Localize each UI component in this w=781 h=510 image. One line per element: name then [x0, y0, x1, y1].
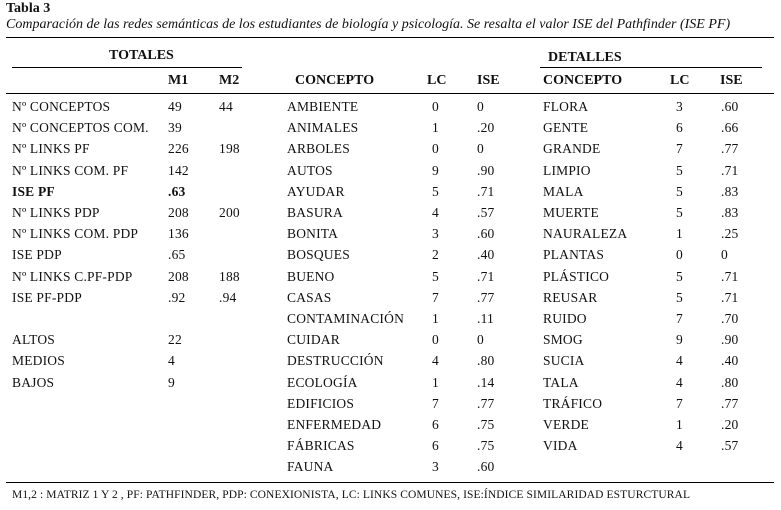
lc-cell: 7 — [676, 141, 683, 157]
totales-m2-value: 188 — [219, 268, 240, 284]
totales-label: Nº LINKS PF — [12, 141, 90, 157]
concepto-cell: MUERTE — [543, 205, 599, 220]
concepto-cell: LIMPIO — [543, 162, 591, 178]
totales-m2-value: 200 — [219, 205, 240, 220]
concepto-cell: REUSAR — [543, 289, 598, 305]
totales-m1-value: .92 — [168, 289, 186, 305]
lc-cell: 7 — [432, 289, 439, 305]
lc-cell: 0 — [676, 247, 683, 263]
concepto-cell: PLANTAS — [543, 247, 605, 263]
lc-cell: 5 — [676, 183, 683, 199]
concepto-cell: CONTAMINACIÓN — [287, 311, 405, 326]
lc-cell: 4 — [676, 438, 683, 454]
ise-cell: .77 — [477, 395, 495, 411]
totales-m1-value: 142 — [168, 162, 189, 178]
concepto-cell: EDIFICIOS — [287, 395, 355, 411]
lc-cell: 3 — [676, 99, 683, 114]
bottom-rule — [6, 482, 774, 483]
concepto-cell: BOSQUES — [287, 247, 350, 263]
lc-cell: 2 — [432, 247, 439, 263]
concepto-cell: SUCIA — [543, 353, 585, 369]
ise-cell: .71 — [721, 289, 739, 305]
ise-cell: .90 — [477, 162, 495, 178]
concepto-cell: BUENO — [287, 268, 335, 284]
totales-label: MEDIOS — [12, 353, 65, 369]
concepto-cell: AUTOS — [287, 162, 333, 178]
totales-label: Nº LINKS C.PF-PDP — [12, 268, 133, 284]
table-footnote: M1,2 : MATRIZ 1 Y 2 , PF: PATHFINDER, PDP: CONEXIONISTA, LC: LINKS COMUNES, ISE:ÍNDICE SIMILARIDAD ESTURCTURAL — [12, 489, 691, 501]
ise-cell: .75 — [477, 438, 495, 454]
ise-cell: 0 — [477, 332, 484, 348]
ise-cell: .66 — [721, 120, 739, 136]
lc-cell: 0 — [432, 99, 439, 114]
ise-cell: 0 — [477, 99, 484, 114]
lc-cell: 4 — [432, 205, 439, 220]
ise-cell: .80 — [721, 374, 739, 390]
lc-cell: 3 — [432, 459, 439, 475]
table-title: Tabla 3 — [6, 1, 51, 16]
concepto-cell: ANIMALES — [287, 120, 359, 136]
ise-cell: .60 — [477, 226, 495, 242]
concepto-cell: BASURA — [287, 205, 343, 220]
ise-cell: .77 — [477, 289, 495, 305]
totales-m2-value: 44 — [219, 99, 233, 114]
totales-label: ISE PF — [12, 183, 55, 199]
totales-label: Nº LINKS COM. PF — [12, 162, 129, 178]
ise-cell: .71 — [477, 268, 495, 284]
totales-label: Nº CONCEPTOS — [12, 99, 111, 114]
totales-m1-value: .65 — [168, 247, 186, 263]
totales-m1-value: 9 — [168, 374, 175, 390]
lc-cell: 1 — [432, 120, 439, 136]
ise-cell: .83 — [721, 183, 739, 199]
concepto-cell: RUIDO — [543, 311, 587, 326]
ise-cell: .57 — [477, 205, 495, 220]
lc-cell: 5 — [432, 183, 439, 199]
concepto-cell: AYUDAR — [287, 183, 345, 199]
lc-cell: 1 — [432, 311, 439, 326]
concepto-cell: AMBIENTE — [287, 99, 359, 114]
ise-cell: .40 — [721, 353, 739, 369]
ise-cell: .77 — [721, 395, 739, 411]
header-rule — [6, 93, 774, 94]
concepto-cell: MALA — [543, 183, 584, 199]
totales-label: Nº LINKS COM. PDP — [12, 226, 139, 242]
lc-cell: 1 — [676, 226, 683, 242]
totales-m1-value: 136 — [168, 226, 189, 242]
col-header-concepto-2: CONCEPTO — [543, 73, 623, 88]
ise-cell: .40 — [477, 247, 495, 263]
concepto-cell: GENTE — [543, 120, 589, 136]
ise-cell: .83 — [721, 205, 739, 220]
concepto-cell: VIDA — [543, 438, 578, 454]
lc-cell: 6 — [432, 417, 439, 432]
ise-cell: 0 — [477, 141, 484, 157]
totales-m2-value: .94 — [219, 289, 237, 305]
concepto-cell: TRÁFICO — [543, 395, 603, 411]
lc-cell: 4 — [432, 353, 439, 369]
totales-label: Nº LINKS PDP — [12, 205, 100, 220]
concepto-cell: CASAS — [287, 289, 332, 305]
col-header-ise: ISE — [477, 73, 500, 88]
ise-cell: .77 — [721, 141, 739, 157]
concepto-cell: FAUNA — [287, 459, 334, 475]
lc-cell: 6 — [676, 120, 683, 136]
lc-cell: 1 — [432, 374, 439, 390]
ise-cell: .75 — [477, 417, 495, 432]
col-header-lc-2: LC — [670, 73, 690, 88]
top-rule — [6, 37, 774, 38]
concepto-cell: GRANDE — [543, 141, 601, 157]
concepto-cell: ENFERMEDAD — [287, 417, 382, 432]
lc-cell: 1 — [676, 417, 683, 432]
totales-m1-value: 208 — [168, 205, 189, 220]
totales-m1-value: .63 — [168, 183, 186, 199]
lc-cell: 0 — [432, 141, 439, 157]
col-header-lc: LC — [427, 73, 447, 88]
totales-label: BAJOS — [12, 374, 55, 390]
lc-cell: 7 — [432, 395, 439, 411]
totales-underline — [12, 67, 242, 68]
ise-cell: .20 — [477, 120, 495, 136]
ise-cell: .60 — [721, 99, 739, 114]
lc-cell: 7 — [676, 395, 683, 411]
lc-cell: 4 — [676, 353, 683, 369]
lc-cell: 9 — [676, 332, 683, 348]
totales-m1-value: 22 — [168, 332, 182, 348]
totales-label: Nº CONCEPTOS COM. — [12, 120, 149, 136]
lc-cell: 5 — [432, 268, 439, 284]
totales-label: ALTOS — [12, 332, 56, 348]
concepto-cell: FÁBRICAS — [287, 438, 355, 454]
concepto-cell: TALA — [543, 374, 579, 390]
ise-cell: .71 — [721, 162, 739, 178]
totales-label: ISE PF-PDP — [12, 289, 82, 305]
concepto-cell: PLÁSTICO — [543, 268, 610, 284]
totales-m1-value: 39 — [168, 120, 182, 136]
ise-cell: .60 — [477, 459, 495, 475]
totales-m1-value: 208 — [168, 268, 189, 284]
totales-m2-value: 198 — [219, 141, 240, 157]
totales-m1-value: 49 — [168, 99, 182, 114]
ise-cell: .80 — [477, 353, 495, 369]
detalles-header: DETALLES — [548, 50, 622, 65]
col-header-ise-2: ISE — [720, 73, 743, 88]
ise-cell: .57 — [721, 438, 739, 454]
lc-cell: 0 — [432, 332, 439, 348]
table-caption: Comparación de las redes semánticas de los estudiantes de biología y psicología. Se resalta el valor ISE del Pathfinder (ISE PF) — [6, 17, 731, 32]
concepto-cell: NAURALEZA — [543, 226, 628, 242]
concepto-cell: ECOLOGÍA — [287, 374, 358, 390]
totales-m1-value: 4 — [168, 353, 175, 369]
lc-cell: 5 — [676, 205, 683, 220]
concepto-cell: SMOG — [543, 332, 583, 348]
col-header-concepto: CONCEPTO — [295, 73, 375, 88]
detalles-underline — [540, 67, 762, 68]
ise-cell: .11 — [477, 311, 494, 326]
concepto-cell: CUIDAR — [287, 332, 340, 348]
ise-cell: .71 — [721, 268, 739, 284]
col-header-m1: M1 — [168, 73, 189, 88]
lc-cell: 5 — [676, 162, 683, 178]
lc-cell: 5 — [676, 268, 683, 284]
totales-m1-value: 226 — [168, 141, 189, 157]
lc-cell: 5 — [676, 289, 683, 305]
lc-cell: 3 — [432, 226, 439, 242]
ise-cell: .70 — [721, 311, 739, 326]
ise-cell: .20 — [721, 417, 739, 432]
ise-cell: .14 — [477, 374, 495, 390]
concepto-cell: BONITA — [287, 226, 339, 242]
concepto-cell: VERDE — [543, 417, 589, 432]
totales-header: TOTALES — [109, 48, 174, 63]
totales-label: ISE PDP — [12, 247, 62, 263]
col-header-m2: M2 — [219, 73, 240, 88]
ise-cell: .25 — [721, 226, 739, 242]
concepto-cell: ARBOLES — [287, 141, 350, 157]
ise-cell: .90 — [721, 332, 739, 348]
lc-cell: 4 — [676, 374, 683, 390]
ise-cell: 0 — [721, 247, 728, 263]
lc-cell: 9 — [432, 162, 439, 178]
lc-cell: 6 — [432, 438, 439, 454]
concepto-cell: DESTRUCCIÓN — [287, 353, 384, 369]
lc-cell: 7 — [676, 311, 683, 326]
ise-cell: .71 — [477, 183, 495, 199]
concepto-cell: FLORA — [543, 99, 589, 114]
